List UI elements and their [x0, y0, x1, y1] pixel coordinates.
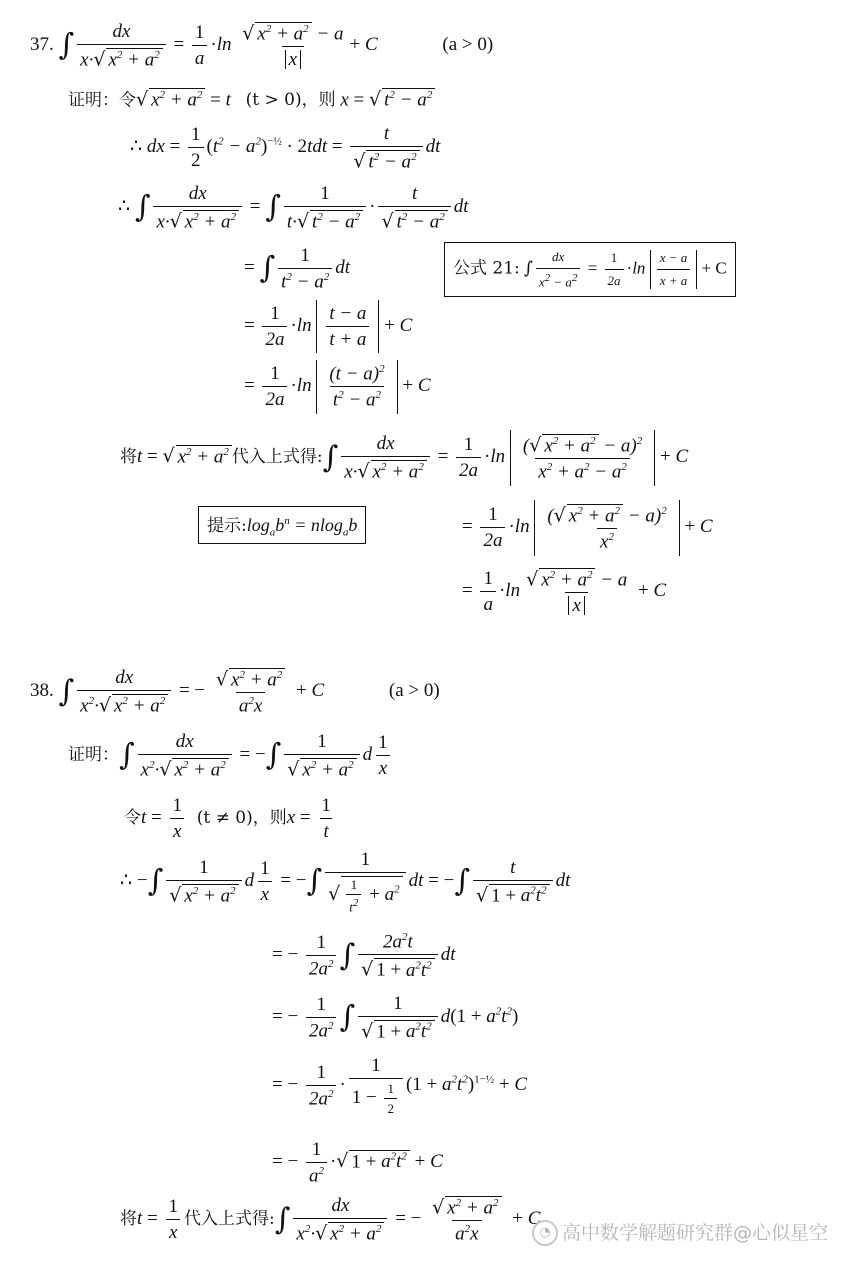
formula-21-box: 公式 21: ∫ $\frac{dx}{x^2 - a^2}$ = $\frac{1}{2a}$ ·ln $\frac{x - a}{x + a}$ + C: [444, 242, 736, 297]
problem-37-result: = $\frac{1}{a}$ ·ln $\frac{√ x^2 + a^2 - a}{x}$ + C: [462, 568, 667, 617]
problem-38-step3: = − $\frac{1}{2a^2}$ · 1 1 − $\frac{1}{2}$ $(1 + a^2t^2)^{1-\frac{1}{2}} + C$: [272, 1055, 528, 1116]
problem-38-statement: 38. ∫ $\frac{dx}{x^2\cdot√ x^2 + a^2}$ = − $\frac{√ x^2 + a^2}{a^2x}$ + C (a > 0): [30, 667, 440, 717]
problem-37-step-ln1: = $\frac{1}{2a}$ ·ln $\frac{t - a}{t + a}$ + C: [244, 300, 412, 353]
problem-38-substitution: 令t = $\frac{1}{x}$ (t ≠ 0)，则x = $\frac{1}{t}$: [124, 795, 331, 842]
problem-38-back-substitution: 将t = $\frac{1}{x}$ 代入上式得:∫ $\frac{dx}{x^2\cdot√ x^2 + a^2}$ = − $\frac{√ x^2 + a^2}{a^2x}$ + C: [120, 1195, 541, 1245]
problem-38-step4: = − $\frac{1}{a^2}$ ·√ $1 + a^2t^2 + C$: [272, 1139, 443, 1187]
problem-37-substitution: 证明：令√ $x^2 + a^2 = t$ (t > 0)，则 x = √ $t^2 - a^2$: [68, 88, 435, 109]
problem-37-integral-transform: ∴ ∫ $\frac{dx}{x\cdot√ x^2 + a^2}$ = ∫ $\frac{1}{t\cdot√ t^2 - a^2}$ · $\frac{t}{√ t^2 - a^2}$ dt: [118, 183, 469, 233]
problem-38-transform: ∴ −∫ $\frac{1}{√ x^2 + a^2}$ d $\frac{1}{x}$ = −∫ 1 √ $\frac{1}{t^2}$ + $a^2$ dt = −∫ $\frac{t}{√ 1 + a^2t^2}$ dt: [120, 849, 571, 915]
problem-38-step1: = − $\frac{1}{2a^2}$ ∫ $\frac{2a^2t}{√ 1 + a^2t^2}$ dt: [272, 931, 456, 981]
problem-37-back-substitution: 将t = √ $x^2 + a^2$ 代入上式得:∫ $\frac{dx}{x\cdot√ x^2 + a^2}$ = $\frac{1}{2a}$ ·ln $\frac{(√ x^2 + a^2 - a)^2}{x^2 + a^2 - a^2}$ + C: [120, 430, 688, 486]
problem-37-number: 37.: [30, 34, 54, 56]
problem-37-condition: (a > 0): [442, 34, 494, 56]
problem-38-number: 38.: [30, 680, 54, 702]
problem-37-step-simplify: = $\frac{1}{2a}$ ·ln $\frac{(√ x^2 + a^2 - a)^2}{x^2}$ + C: [462, 500, 713, 556]
hint-box: 提示$:\log_ab^n = nlog_ab$: [198, 506, 366, 544]
watermark: ◔ 高中数学解题研究群@心似星空: [532, 1218, 828, 1247]
problem-38-condition: (a > 0): [388, 680, 440, 702]
problem-37-step-ln2: = $\frac{1}{2a}$ ·ln $\frac{(t - a)^2}{t^2 - a^2}$ + C: [244, 360, 431, 414]
problem-38-rewrite: 证明：∫ $\frac{dx}{x^2\cdot√ x^2 + a^2}$ = −∫ $\frac{1}{√ x^2 + a^2}$ d $\frac{1}{x}$: [68, 732, 394, 779]
problem-37-step-rational: = ∫ $\frac{1}{t^2 - a^2}$ dt: [244, 245, 350, 293]
chat-bubble-icon: ◔: [532, 1220, 558, 1246]
problem-38-step2: = − $\frac{1}{2a^2}$ ∫ $\frac{1}{√ 1 + a^2t^2}$ $d(1 + a^2t^2)$: [272, 993, 519, 1043]
problem-37-statement: 37. ∫ $\frac{dx}{x\cdot√ x^2 + a^2}$ = $\frac{1}{a}$ ·ln $\frac{√ x^2 + a^2 - a}{x}$ + C (a > 0): [30, 21, 494, 71]
problem-37-dx-step: ∴ dx = $\frac{1}{2}$ $(t^2 - a^2)^{-\frac{1}{2}} \cdot 2tdt$ = $\frac{t}{√ t^2 - a^2}$ dt: [130, 123, 441, 173]
